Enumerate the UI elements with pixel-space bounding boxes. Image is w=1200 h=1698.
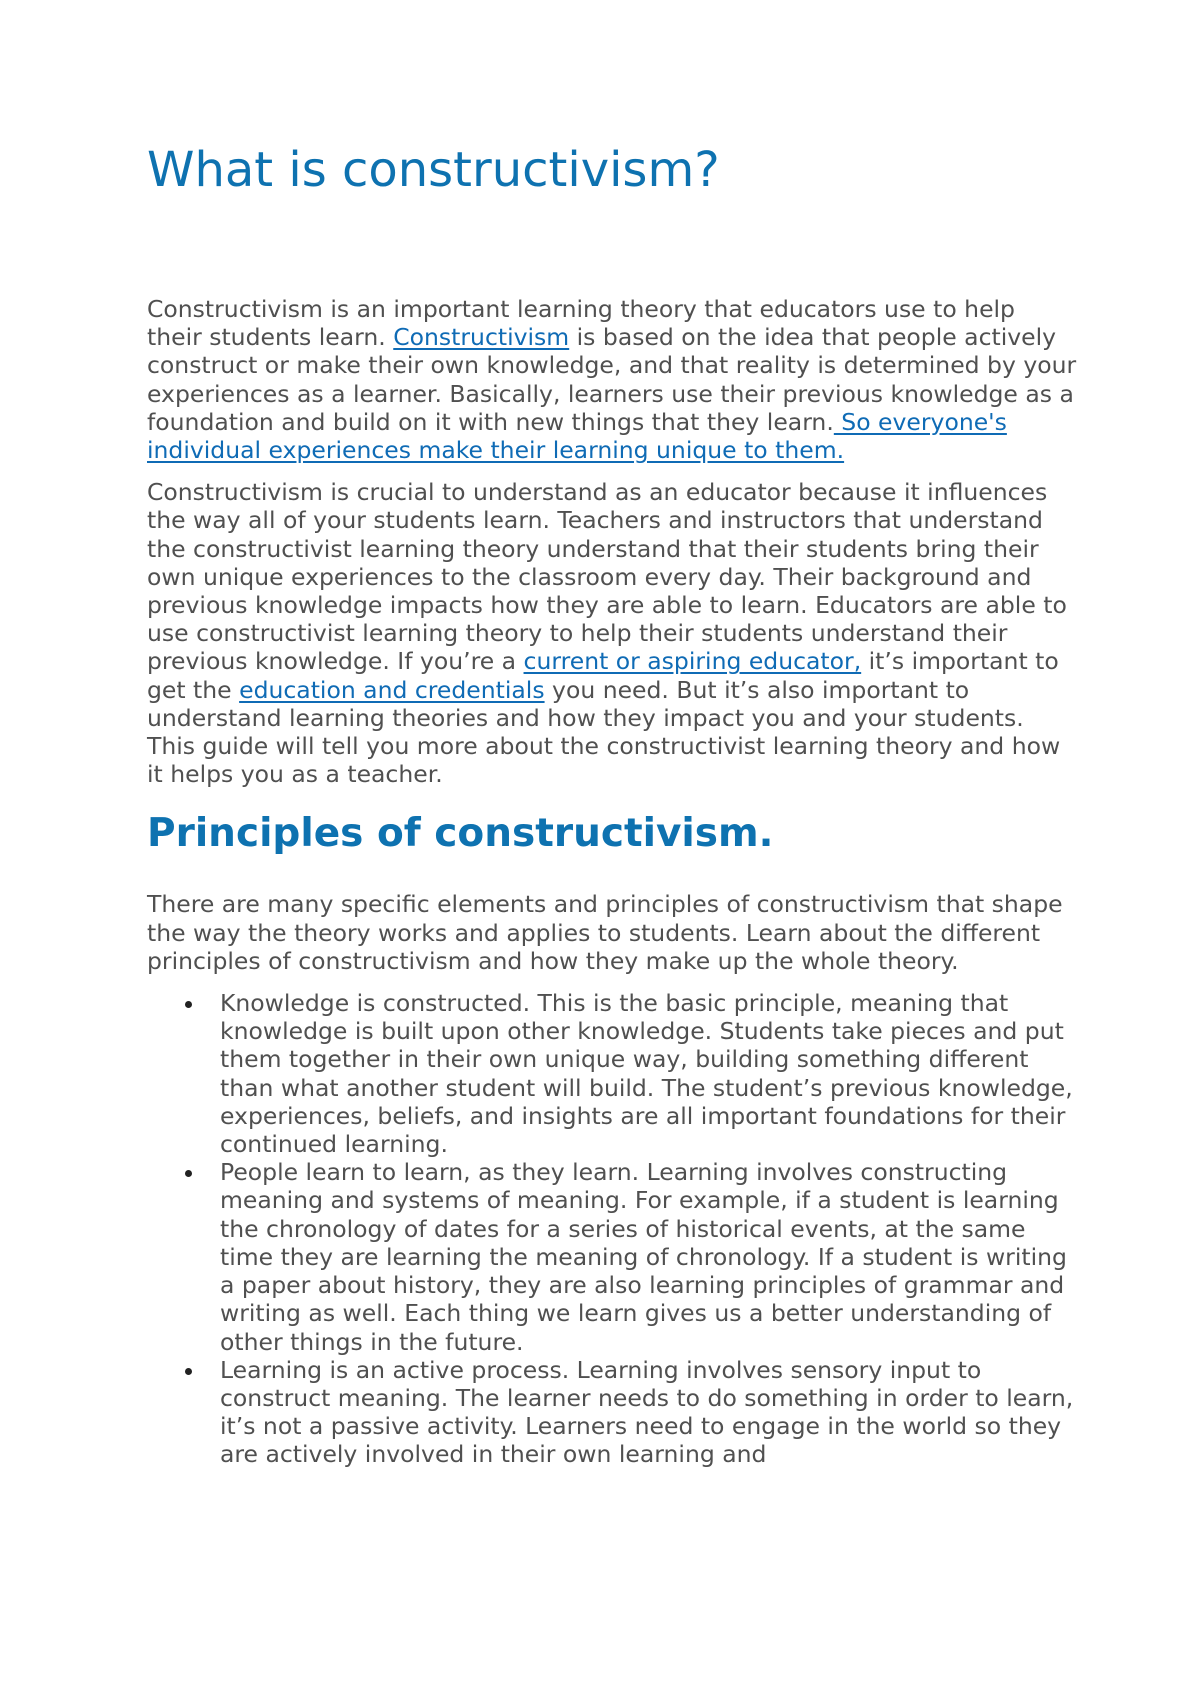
list-item (147, 1356, 1077, 1469)
principles-list (147, 989, 1077, 1468)
individual-experiences-link[interactable]: So everyone's individual experiences make their learning unique to them. (147, 407, 1007, 465)
current-educator-link[interactable]: current or aspiring educator, (523, 647, 862, 676)
list-item-text: Learning is an active process. Learning involves sensory input to construct meaning. The learner needs to do something in order to learn, it’s not a passive activity. Learners need to engage in the world so they are actively involved in their own learning and (220, 1355, 1074, 1469)
page-title: What is constructivism? (147, 142, 720, 198)
educator-text-2: it’s important to get the (147, 647, 1059, 704)
document-page (147, 140, 1077, 1469)
intro-paragraph (147, 295, 1077, 464)
bullet-icon (185, 1001, 192, 1008)
intro-text-2: is based on the idea that people actively construct or make their own knowledge, and that reality is determined by your experiences as a learner. Basically, learners use their previous knowledge as a foundation and build on it with new things that they learn. (147, 323, 1077, 436)
education-credentials-link[interactable]: education and credentials (239, 675, 545, 704)
heading-spacer (147, 858, 1077, 890)
constructivism-link[interactable]: Constructivism (393, 323, 570, 352)
list-item (147, 989, 1077, 1158)
educator-text-1: Constructivism is crucial to understand as an educator because it influences the way all of your students learn. Teachers and instructors that understand the constructivist learning theory understand that their students bring their own unique experiences to the classroom every day. Their background and previous knowledge impacts how they are able to learn. Educators are able to use constructivist learning theory to help their students understand their previous knowledge. If you’re a (147, 478, 1067, 676)
bullet-icon (185, 1368, 192, 1375)
list-item (147, 1158, 1077, 1355)
educator-paragraph (147, 478, 1077, 788)
educator-text-3: you need. But it’s also important to understand learning theories and how they impact you and your students. This guide will tell you more about the constructivist learning theory and how it helps you as a teacher. (147, 675, 1061, 789)
list-item-text: Knowledge is constructed. This is the basic principle, meaning that knowledge is built upon other knowledge. Students take pieces and put them together in their own unique way, building something different than what another student will build. The student’s previous knowledge, experiences, beliefs, and insights are all important foundations for their continued learning. (220, 989, 1073, 1159)
principles-heading: Principles of constructivism. (147, 811, 774, 857)
bullet-icon (185, 1170, 192, 1177)
principles-intro-paragraph: There are many specific elements and principles of constructivism that shape the way the theory works and applies to students. Learn about the different principles of constructivism and how they make up the whole theory. (147, 890, 1063, 975)
intro-text-1: Constructivism is an important learning theory that educators use to help their students learn. (147, 295, 1015, 352)
list-item-text: People learn to learn, as they learn. Learning involves constructing meaning and systems of meaning. For example, if a student is learning the chronology of dates for a series of historical events, at the same time they are learning the meaning of chronology. If a student is writing a paper about history, they are also learning principles of grammar and writing as well. Each thing we learn gives us a better understanding of other things in the future. (220, 1158, 1067, 1356)
